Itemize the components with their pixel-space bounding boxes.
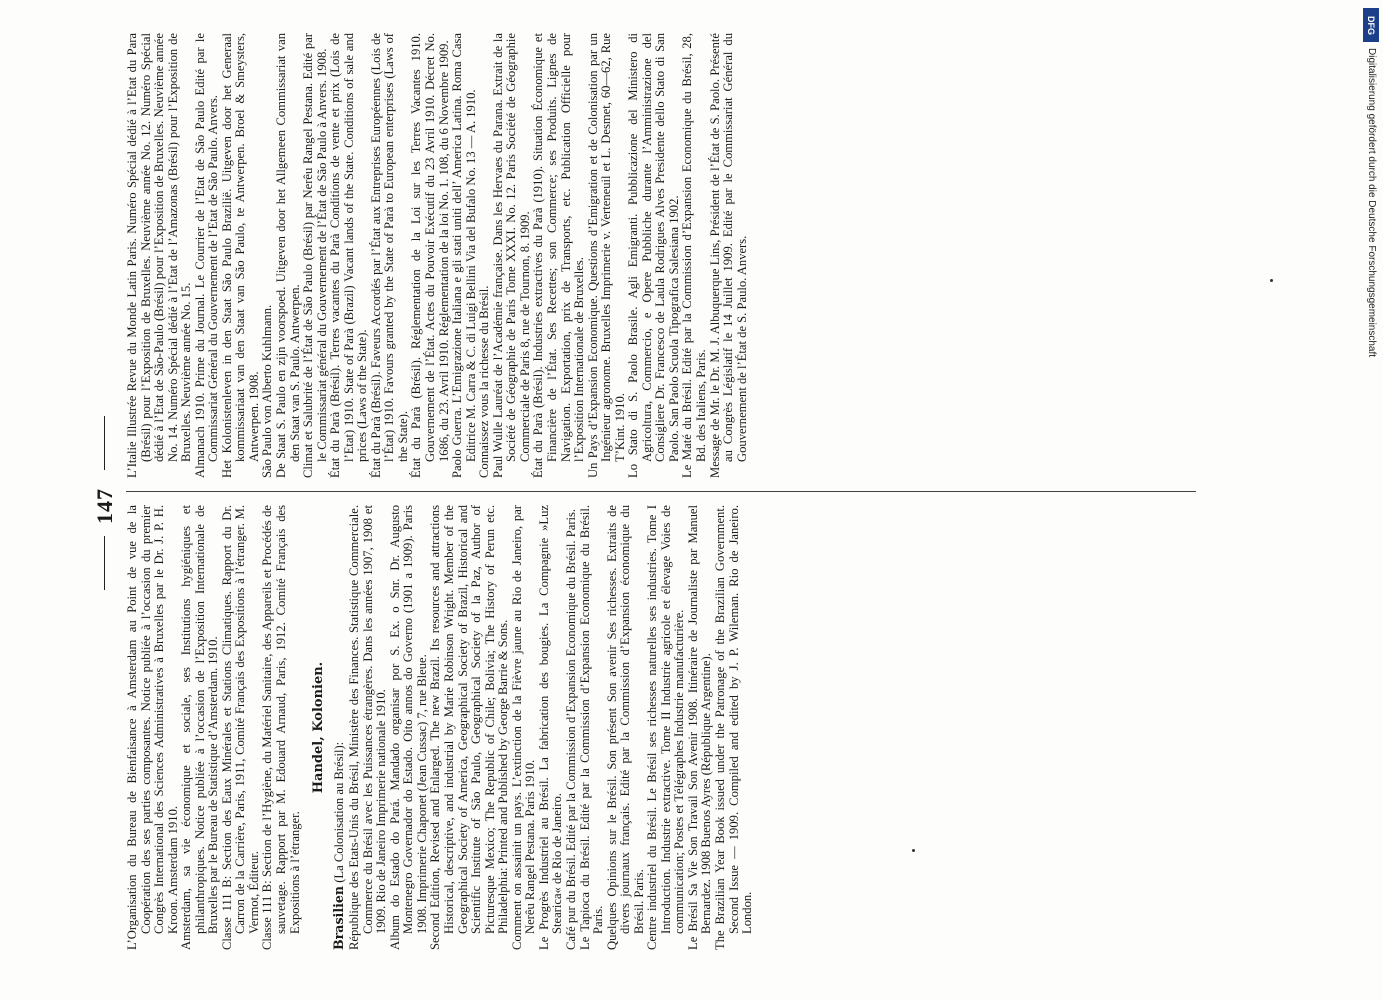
digitization-credit: Digitalisierung gefördert durch die Deutsche Forschungsgemeinschaft [1366, 48, 1377, 358]
bibliography-entry: Centre industriel du Brésil. Le Brésil ses richesses naturelles ses industries. Tome I Introduction. Industrie extractive. Tome II Industrie agricole et élevage Voies de communication; Postes et Télégraphes Industrie manufacturière. [645, 505, 687, 950]
bibliography-entry: État du Parà (Brésil). Industries extractives du Parà (1910). Situation Économique et Financière de l’État. Ses Recettes; son Commerce; ses Produits. Lignes de Navigation. Exportation, prix de Transports, etc. Publication Officielle pour l’Exposition Internationale de Bruxelles. [531, 33, 587, 478]
section-heading: Handel, Kolonien. [311, 661, 327, 794]
bibliography-entry: Message de Mr. le Dr. M. J. Albuquerque Lins, Président de l’État de S. Paolo. Présenté au Congrès Législatif le 14 Juillet 1909. Edité par le Commissariat Général du Gouvernement de l’État de S. Paulo. Anvers. [707, 33, 749, 478]
bibliography-entry: Le Brésil Sa Vie Son Travail Son Avenir 1908. Itinéraire de Journaliste par Manuel Bernardez. 1908 Buenos Ayres (République Argentine). [685, 505, 714, 950]
page-number: 147 [92, 488, 117, 524]
bibliography-entry: Un Pays d’Expansion Economique. Questions d’Emigration et de Colonisation par un Ingénieur agronome. Bruxelles Imprimerie v. Verteneuil et L. Desmet, 60—62, Rue T’Kint. 1910. [585, 33, 627, 478]
bibliography-entry: Connaissez vous la richesse du Brésil. [477, 285, 492, 478]
bibliography-entry: Climat et Salubrité de l’État de São Paulo (Brésil) par Nerêu Rangel Pestana. Edité par le Commissariat général du Gouvernement de l’État de São Paulo à Anvers. 1908. [301, 33, 329, 478]
bibliography-entry: Amsterdam, sa vie économique et sociale, ses Institutions hygiéniques et philanthropiques. Notice publiée à l’occasion de l’Exposition Internationale de Bruxelles par le Bureau de Statistique d’Amsterdam. 1910. [179, 505, 221, 950]
bibliography-entry: Almanach 1910. Prime du Journal. Le Courrier de l’Etat de São Paulo Edité par le Commissariat Général du Gouvernement de l’Etat de São Paulo. Anvers. [192, 33, 221, 478]
dfg-logo: DFG [1363, 8, 1379, 42]
bibliography-entry: Le Tapioca du Brésil. Edité par la Commission d’Expansion Economique du Brésil. Paris. [577, 505, 606, 950]
bibliography-entry: Paul Wulle Lauréat de l’Académie française. Dans les Hervaes du Parana. Extrait de la Société de Géographie de Paris Tome XXXI. No. 12. Paris Société de Géographie Commerciale de Paris 8, rue de Tournon, 8. 1909. [490, 33, 532, 478]
bibliography-entry: Café pur du Brésil. Edité par la Commission d’Expansion Economique du Brésil. Paris. [563, 508, 578, 950]
right-column [126, 33, 749, 478]
page-number-rule-right [104, 416, 105, 470]
bibliography-entry: L’Organisation du Bureau de Bienfaisance à Amsterdam au Point de vue de la Coopération des ses parties composantes. Notice publiée à l’occasion du premier Congrès International des Sciences Administratives à Bruxelles par le Dr. J. P. H. Kroon. Amsterdam 1910. [125, 505, 180, 950]
bibliography-entry: République des Etats-Unis du Brésil, Ministère des Finances. Statistique Commerciale. Commerce du Brésil avec les Puissances étrangères. Dans les années 1907, 1908 et 1909. Rio de Janeiro Imprimerie nationale 1910. [347, 505, 389, 950]
bibliography-entry: Comment on assainit un pays. L’extinction de la Fièvre jaune au Rio de Janeiro, par Nerêu Rangel Pestana. Paris 1910. [509, 505, 538, 950]
bibliography-entry: São Paulo von Alberto Kuhlmann. [260, 304, 275, 478]
speck [1270, 279, 1273, 282]
bibliography-entry: Le Maté du Brésil. Edité par la Commission d’Expansion Economique du Brésil, 28, Bd. des Italiens, Paris. [680, 33, 708, 478]
bibliography-entry: Classe 111 B: Section de l’Hygiène, du Matériel Sanitaire, des Appareils et Procédés de sauvetage. Rapport par M. Edouard Arnaud, Paris, 1912. Comité Français des Expositions à l’étranger. [260, 505, 302, 950]
bibliography-entry: Paolo Guerra. L’Emigrazione Italiana e gli stati uniti dell’ America Latina. Roma Casa Editrice M. Carra & C. di Luigi Bellini Via del Bufalo No. 13 — A. 1910. [450, 33, 478, 478]
bibliography-entry: État du Parà (Brésil). Terres vacantes du Parà Conditions de vente et prix (Lois de l’Etat) 1910. State of Parà (Brazil) Vacant lands of the State. Conditions of sale and prices (Laws of the State). [328, 33, 370, 478]
bibliography-entry: État du Parà (Brésil). Faveurs Accordés par l’État aux Entreprises Européennes (Lois de l’État) 1910. Favours granted by the State of Parà to European enterprises (Laws of the State). [368, 33, 410, 478]
bibliography-entry: De Staat S. Paulo en zijn voorspoed. Uitgeven door het Allgemeen Commissariat van den Staat van S. Paulo. Antwerpen. [274, 33, 302, 478]
bibliography-entry: Second Edition, Revised and Enlarged. The new Brazil. Its resources and attractions Historical, descriptive, and industrial by Marie Robinson Wright. Member of the Geographical Society of America, Geographical Society of Brazil, Historical and Scientific Institute of São Paulo, Geographical Society of la Paz, Author of Picturesque Mexico; The Republic of Chile; Bolivia; The History of Perun etc. Philadelphia: Printed and Published by George Barrie & Sons. [428, 505, 511, 950]
bibliography-entry: Quelques Opinions sur le Brésil. Son présent Son avenir Ses richesses. Extraits de divers journaux français. Edité par la Commission d’Expansion économique du Brésil. Paris. [604, 505, 646, 950]
subsection-note: (La Colonisation au Brésil): [331, 741, 346, 883]
bibliography-entry: Classe 111 B: Section des Eaux Minérales et Stations Climatiques. Rapport du Dr. Carron de la Carrière, Paris, 1911, Comité Français des Expositions à l’étranger. M. Vermot, Éditeur. [219, 505, 261, 950]
subsection-title: Brasilien [330, 885, 346, 950]
left-column [126, 505, 755, 950]
column-divider [126, 491, 1196, 492]
speck [912, 849, 915, 852]
bibliography-entry: Album do Estado do Pará. Mandado organisar por S. Ex. o Snr. Dr. Augusto Montenegro Governador do Estado. Oito annos do Governo (1901 a 1909). Paris 1908. Imprimerie Chaponet (Jean Cussac) 7, rue Bleue. [387, 505, 429, 950]
bibliography-entry: État du Parà (Brésil). Réglementation de la Loi sur les Terres Vacantes 1910. Gouvernement de l’État. Actes du Pouvoir Exécutif du 23 Avril 1910. Décret No. 1686, du 23. Avril 1910. Réglementation de la loi No. 1. 108, du 6 Novembre 1909. [409, 33, 451, 478]
subsection-heading [332, 505, 347, 950]
bibliography-entry: L’Italie Illustrée Revue du Monde Latin Paris. Numéro Spécial dédié à l’Etat du Para (Brésil) pour l’Exposition de Bruxelles. Neuvième année No. 12. Numéro Spécial dédié à l’Etat de São-Paulo (Brésil) pour l’Exposition de Bruxelles. Neuvième année No. 14. Numéro Spécial dédié à l’Etat de l’Amazonas (Brésil) pour l’Exposition de Bruxelles. Neuvième année No. 15. [125, 33, 194, 478]
bibliography-entry: The Brazilian Year Book issued under the Patronage of the Brazilian Government. Second Issue — 1909. Compiled and edited by J. P. Wileman. Rio de Janeiro. London. [712, 505, 755, 950]
bibliography-entry: Le Progrès Industriel au Brésil. La fabrication des bougies. La Compagnie »Luz Stearica« de Rio de Janeiro. [536, 505, 565, 950]
bibliography-entry: Lo Stato di S. Paolo Brasile. Agli Emigranti. Pubblicazione del Ministero di Agricoltura, Commercio, e Opere Pubbliche durante l’Amministrazione del Consigliere Dr. Francesco de Laula Rodrigues Alves Presidente dello Stato di San Paolo. San Paolo Scuola Tipografica Salesiana 1902. [626, 33, 681, 478]
page-number-rule-left [104, 536, 105, 590]
digitization-strip [1362, 8, 1380, 998]
bibliography-entry: Het Kolonistenleven in den Staat São Paulo Braziliё. Uitgeven door het Generaal kommissariaat van den Staat van São Paulo, te Antwerpen. Broel & Smeysters, Antwerpen. 1908. [219, 33, 261, 478]
